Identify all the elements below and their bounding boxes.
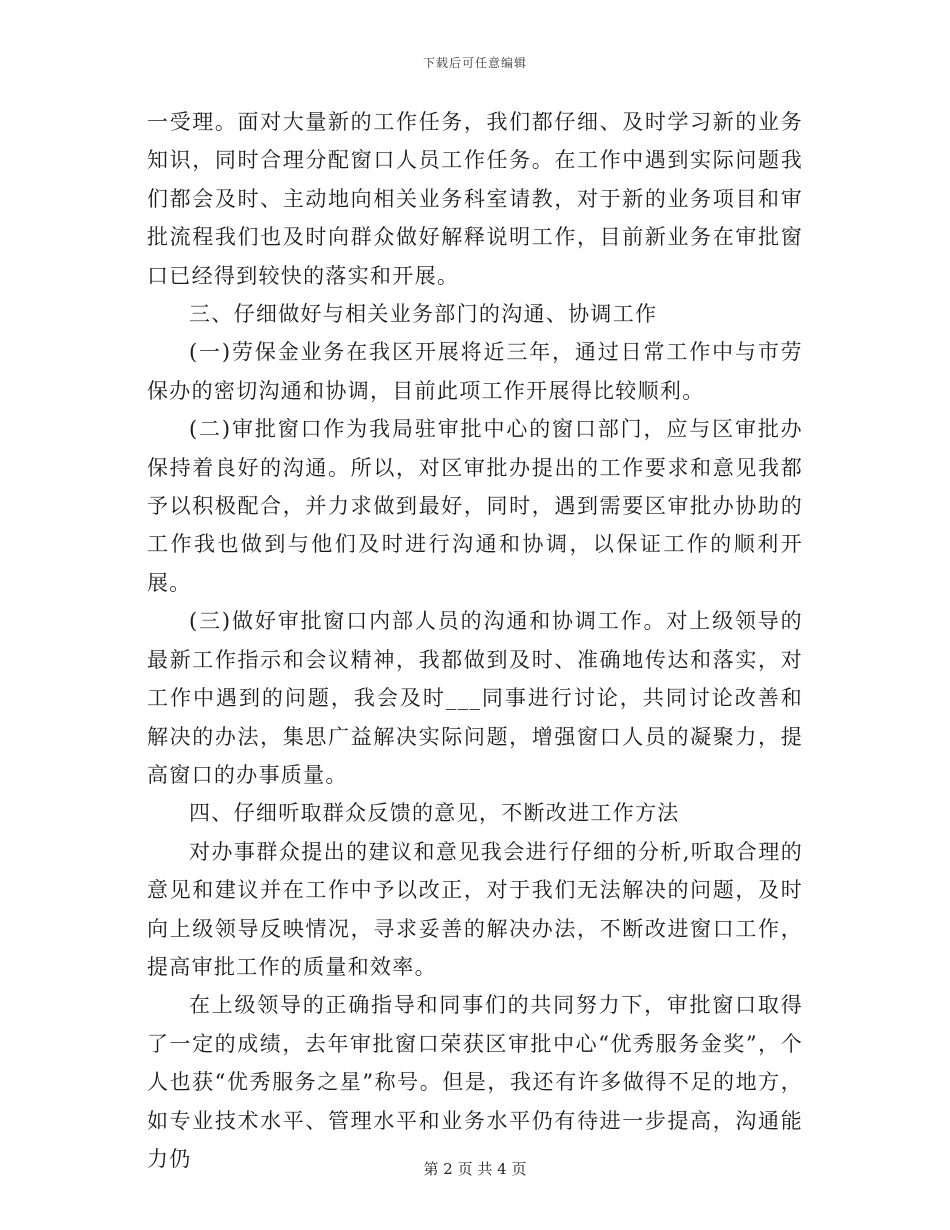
section-heading-4: 四、仔细听取群众反馈的意见，不断改进工作方法 <box>189 801 680 826</box>
paragraph-item-1: (一)劳保金业务在我区开展将近三年，通过日常工作中与市劳保办的密切沟通和协调，目前此项工作开展得比较顺利。 <box>147 340 803 403</box>
paragraph-item-3: (三)做好审批窗口内部人员的沟通和协调工作。对上级领导的最新工作指示和会议精神，我都做到及时、准确地传达和落实，对工作中遇到的问题，我会及时___同事进行讨论，共同讨论改善和解决的办法，集思广益解决实际问题，增强窗口人员的凝聚力，提高窗口的办事质量。 <box>147 609 803 787</box>
page-footer: 第 2 页 共 4 页 <box>423 1160 527 1178</box>
document-body <box>147 103 803 1178</box>
paragraph-feedback: 对办事群众提出的建议和意见我会进行仔细的分析,听取合理的意见和建议并在工作中予以改正，对于我们无法解决的问题，及时向上级领导反映情况，寻求妥善的解决办法，不断改进窗口工作，提高审批工作的质量和效率。 <box>147 839 803 979</box>
page-header: 下载后可任意编辑 <box>422 56 527 70</box>
paragraph-item-2: (二)审批窗口作为我局驻审批中心的窗口部门，应与区审批办保持着良好的沟通。所以，对区审批办提出的工作要求和意见我都予以积极配合，并力求做到最好，同时，遇到需要区审批办协助的工作我也做到与他们及时进行沟通和协调，以保证工作的顺利开展。 <box>147 417 803 595</box>
section-heading-3: 三、仔细做好与相关业务部门的沟通、协调工作 <box>189 302 658 327</box>
paragraph-1: 一受理。面对大量新的工作任务，我们都仔细、及时学习新的业务知识，同时合理分配窗口人员工作任务。在工作中遇到实际问题我们都会及时、主动地向相关业务科室请教，对于新的业务项目和审批流程我们也及时向群众做好解释说明工作，目前新业务在审批窗口已经得到较快的落实和开展。 <box>147 110 803 288</box>
paragraph-summary: 在上级领导的正确指导和同事们的共同努力下，审批窗口取得了一定的成绩，去年审批窗口荣获区审批中心“优秀服务金奖”，个人也获“优秀服务之星”称号。但是，我还有许多做得不足的地方，如专业技术水平、管理水平和业务水平仍有待进一步提高，沟通能力仍 <box>147 993 803 1171</box>
